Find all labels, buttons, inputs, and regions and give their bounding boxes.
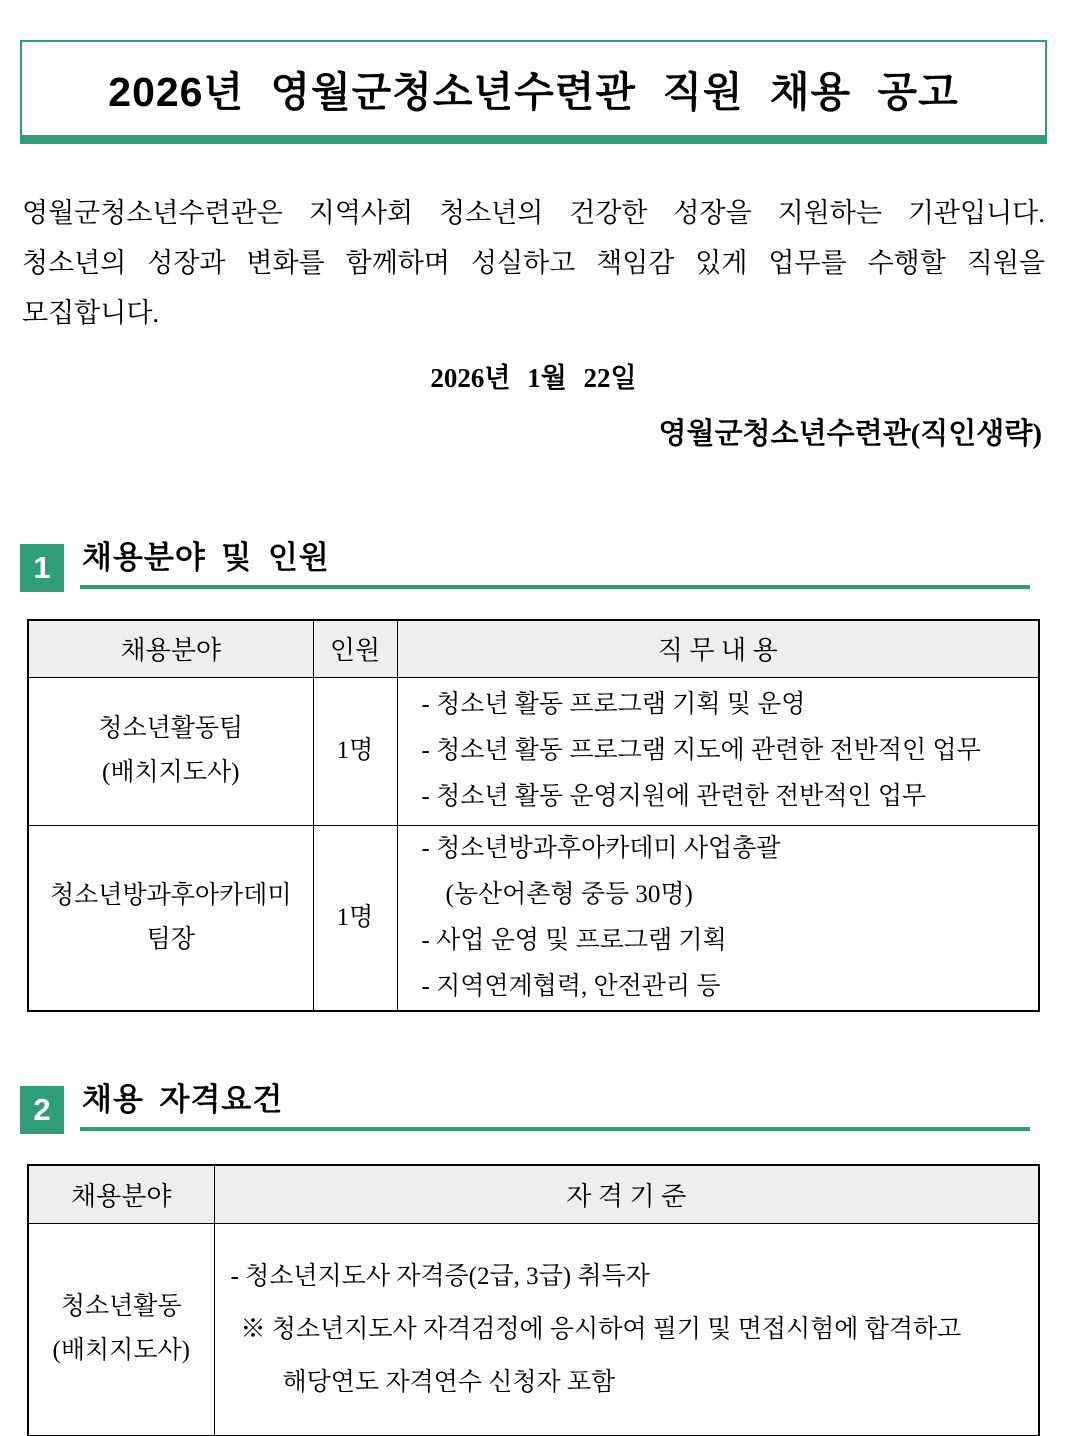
section-2-underline (80, 1074, 1030, 1131)
field-cell (28, 825, 313, 1011)
header-field: 채용분야 (28, 620, 313, 677)
document-page (0, 40, 1067, 1436)
field-cell (28, 677, 313, 825)
intro-paragraph (22, 188, 1045, 338)
intro-line-1: 영월군청소년수련관은 지역사회 청소년의 건강한 성장을 지원하는 기관입니다. (22, 198, 1045, 228)
announcement-date: 2026년 1월 22일 (430, 363, 637, 393)
duty-item: - 지역연계협력, 안전관리 등 (421, 972, 721, 1000)
field-line: (배치지도사) (52, 1337, 190, 1365)
duty-item: - 청소년 활동 프로그램 지도에 관련한 전반적인 업무 (421, 737, 981, 764)
duty-item-continuation: (농산어촌형 중등 30명) (445, 880, 693, 908)
recruitment-table-header-row (28, 620, 1039, 677)
criteria-item-continuation: 해당연도 자격연수 신청자 포함 (282, 1368, 616, 1396)
page-title: 2026년 영월군청소년수련관 직원 채용 공고 (108, 69, 959, 115)
section-1-title: 채용분야 및 인원 (82, 540, 330, 575)
header-count: 인원 (313, 620, 397, 677)
recruitment-table (27, 619, 1040, 1012)
duty-item: - 청소년방과후아카데미 사업총괄 (421, 834, 781, 862)
field-line: 청소년활동 (60, 1293, 182, 1321)
section-2-heading (20, 1074, 1030, 1131)
field-cell (28, 1223, 214, 1436)
table-row (28, 1223, 1039, 1436)
count-cell: 1명 (313, 677, 397, 825)
section-1-heading (20, 532, 1030, 589)
criteria-item: ※ 청소년지도사 자격검정에 응시하여 필기 및 면접시험에 합격하고 (240, 1315, 962, 1343)
title-accent-bar (22, 135, 1045, 144)
intro-line-2: 청소년의 성장과 변화를 함께하며 성실하고 책임감 있게 업무를 수행할 직원을 (22, 248, 1045, 278)
field-line: 청소년활동팀 (98, 715, 244, 742)
duty-item: - 청소년 활동 운영지원에 관련한 전반적인 업무 (421, 783, 927, 810)
criteria-cell (214, 1223, 1039, 1436)
duties-cell (397, 677, 1039, 825)
section-2-number-badge: 2 (20, 1086, 64, 1134)
section-2-title: 채용 자격요건 (82, 1082, 284, 1117)
header-field: 채용분야 (28, 1165, 214, 1223)
table-row (28, 825, 1039, 1011)
count-cell: 1명 (313, 825, 397, 1011)
intro-line-3: 모집합니다. (22, 298, 160, 328)
section-1-underline (80, 532, 1030, 589)
title-box (20, 40, 1047, 144)
header-duties: 직 무 내 용 (397, 620, 1039, 677)
header-criteria: 자 격 기 준 (214, 1165, 1039, 1223)
section-1-number-badge: 1 (20, 544, 64, 592)
field-line: 팀장 (146, 925, 195, 953)
duty-item: - 사업 운영 및 프로그램 기획 (421, 926, 727, 954)
criteria-item: - 청소년지도사 자격증(2급, 3급) 취득자 (230, 1262, 650, 1290)
qualification-table (27, 1164, 1040, 1436)
title-inner (22, 42, 1045, 135)
duty-item: - 청소년 활동 프로그램 기획 및 운영 (421, 691, 806, 718)
table-row (28, 677, 1039, 825)
issuer-signature: 영월군청소년수련관(직인생략) (658, 418, 1042, 450)
duties-cell (397, 825, 1039, 1011)
qualification-table-header-row (28, 1165, 1039, 1223)
field-line: (배치지도사) (102, 759, 240, 786)
field-line: 청소년방과후아카데미 (49, 881, 292, 909)
